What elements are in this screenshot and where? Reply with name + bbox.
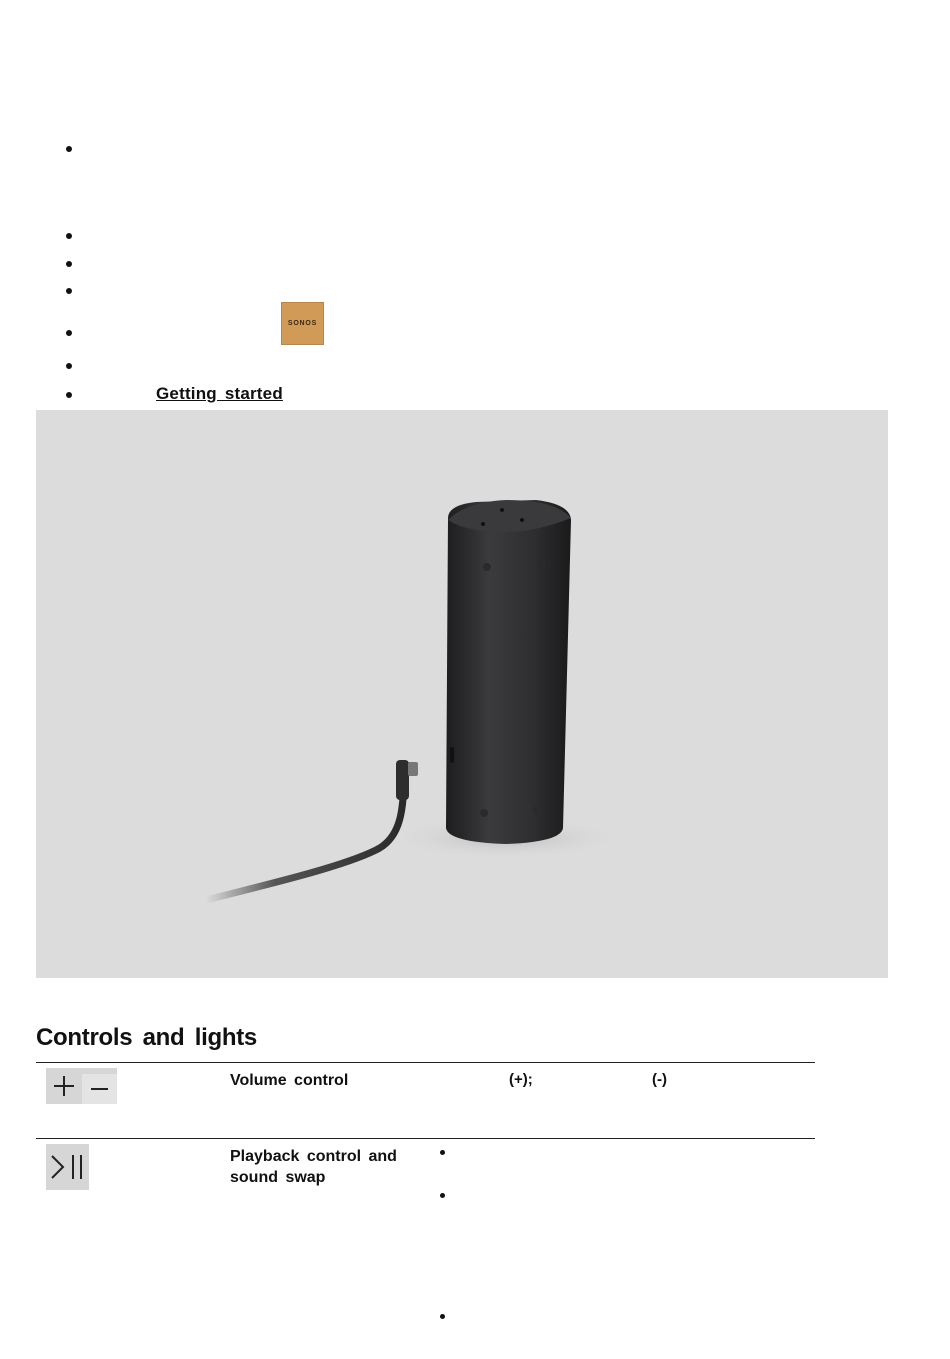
- volume-plus-minus-icon: [46, 1068, 117, 1104]
- list-bullet: [66, 288, 72, 294]
- list-bullet: [66, 146, 72, 152]
- section-title: Controls and lights: [36, 1024, 257, 1051]
- table-bullet: [440, 1193, 445, 1198]
- list-bullet: [66, 330, 72, 336]
- list-bullet: [66, 233, 72, 239]
- list-bullet: [66, 392, 72, 398]
- table-bullet: [440, 1314, 445, 1319]
- play-pause-icon: [46, 1144, 89, 1190]
- volume-down-text: (-): [652, 1071, 667, 1088]
- playback-control-label: Playback control and sound swap: [230, 1148, 397, 1186]
- list-bullet: [66, 363, 72, 369]
- product-photo: [36, 410, 888, 978]
- list-bullet: [66, 261, 72, 267]
- volume-up-text: (+);: [509, 1071, 533, 1088]
- speaker-icon: [36, 410, 888, 978]
- sonos-logo-text: SONOS: [287, 320, 318, 327]
- table-bullet: [440, 1150, 445, 1155]
- table-divider: [36, 1138, 815, 1139]
- getting-started-link[interactable]: Getting started: [156, 384, 283, 403]
- volume-control-label: Volume control: [230, 1072, 349, 1089]
- table-divider: [36, 1062, 815, 1063]
- sonos-app-logo: [281, 302, 324, 345]
